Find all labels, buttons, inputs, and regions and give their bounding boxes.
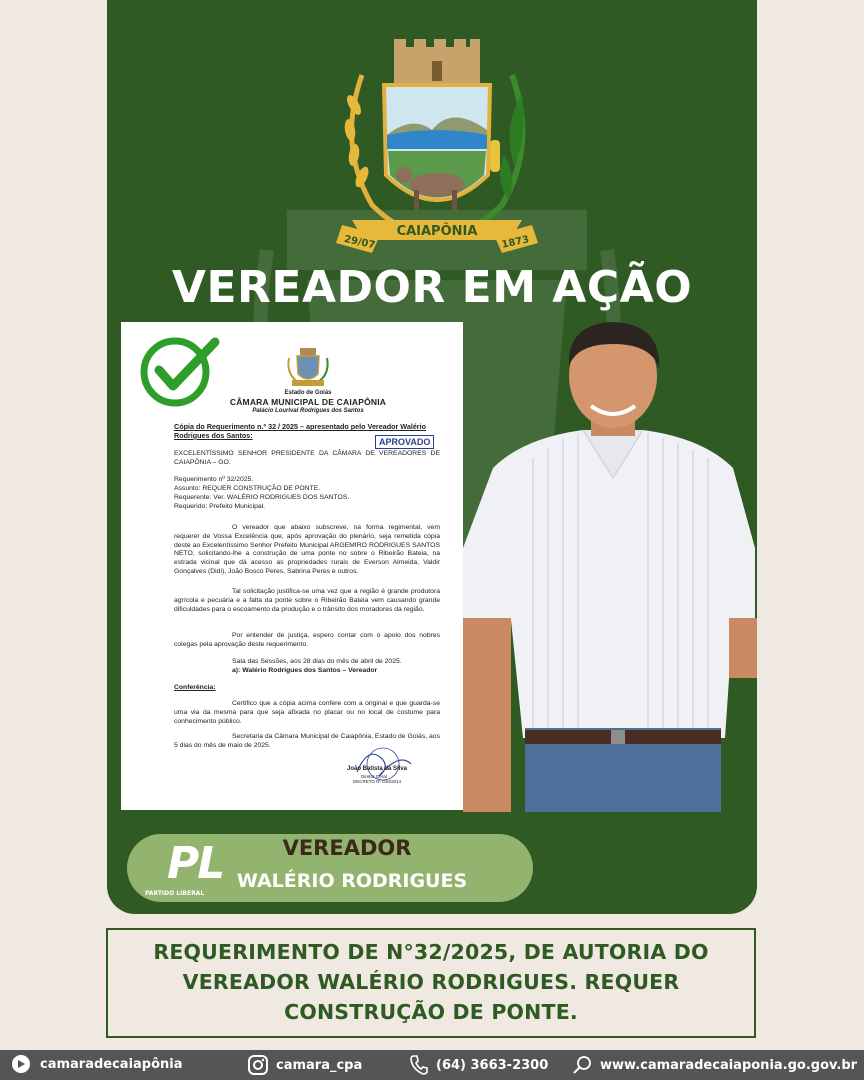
doc-meta-2: Requerente: Ver. WALÉRIO RODRIGUES DOS SANTOS. (174, 494, 350, 501)
footer-youtube-label: camaradecaiapônia (40, 1056, 183, 1072)
party-logo-subtitle: PARTIDO LIBERAL (145, 890, 205, 897)
doc-meta-0: Requerimento nº 32/2025. (174, 476, 254, 483)
footer-bar (0, 1050, 864, 1080)
headline: VEREADOR EM AÇÃO (171, 262, 693, 313)
doc-salutation: EXCELENTÍSSIMO SENHOR PRESIDENTE DA CÂMARA DE VEREADORES DE CAIAPÔNIA – GO. (174, 450, 440, 466)
councilman-nameplate (127, 834, 533, 902)
footer-phone-label: (64) 3663-2300 (436, 1057, 549, 1073)
doc-body-1: O vereador que abaixo subscreve, na forma regimental, vem requerer de Vossa Excelência que, após aprovação do plenário, seja remetida cópia deste ao Excelentíssimo Senhor Prefeito Municipal ARGEMIRO RODRIGUES SANTOS NETO, solicitando-lhe a construção de uma ponte no sobre o Ribeirão Bateia, na estrada vicinal que dá acesso as propriedades rurais de Everson Almeida, Valdir Gonçalves (Didi), João Bosco Peres, Sabrina Peres e outros. (174, 524, 440, 576)
caption-box (106, 928, 756, 1038)
municipal-crest-logo (332, 35, 542, 257)
approved-stamp: APROVADO (375, 435, 434, 449)
crest-banner-text: CAIAPÔNIA (396, 224, 478, 239)
doc-session: Sala das Sessões, aos 28 dias do mês de abril de 2025. (232, 658, 402, 665)
doc-signed: a): Walério Rodrigues dos Santos – Vereador (232, 667, 378, 674)
caption-text: REQUERIMENTO DE N°32/2025, DE AUTORIA DO VEREADOR WALÉRIO RODRIGUES. REQUER CONSTRUÇÃO DE PONTE. (153, 940, 709, 1024)
search-icon (572, 1055, 592, 1075)
phone-icon (410, 1055, 428, 1075)
doc-meta-3: Requerido: Prefeito Municipal. (174, 503, 266, 510)
footer-website[interactable] (572, 1055, 857, 1075)
doc-conf-1: Certifico que a cópia acima confere com a original e que guarda-se uma via da mesma para que seja afixada no placar ou no local de costume para conhecimento público. (174, 700, 440, 725)
doc-conf-2: Secretaria da Câmara Municipal de Caiapônia, Estado de Goiás, aos 5 dias do mês de maio de 2025. (174, 733, 440, 749)
footer-website-label: www.camaradecaiaponia.go.gov.br (600, 1057, 858, 1073)
councilman-photo (463, 318, 757, 812)
party-logo: PL (167, 838, 224, 889)
green-panel (107, 0, 757, 914)
signer-decree: DECRETO Nº 010/2014 (353, 779, 402, 784)
document-crest-icon (286, 346, 330, 388)
youtube-icon (10, 1055, 32, 1073)
footer-instagram-label: camara_cpa (276, 1057, 363, 1073)
nameplate-name: WALÉRIO RODRIGUES (236, 870, 468, 892)
footer-youtube[interactable] (10, 1055, 183, 1073)
doc-conf-title: Conferência: (174, 684, 216, 691)
doc-body-3: Por entender de justiça, espero contar com o apoio dos nobres colegas pela aprovação deste requerimento. (174, 632, 440, 648)
nameplate-role: VEREADOR (282, 836, 412, 860)
doc-meta-1: Assunto: REQUER CONSTRUÇÃO DE PONTE. (174, 485, 321, 492)
crest-date-right: 1873 (500, 234, 531, 251)
requirement-document (121, 322, 463, 810)
doc-copy-line: Cópia do Requerimento n.º 32 / 2025 – apresentado pelo Vereador Walério Rodrigues dos Santos: (174, 422, 426, 440)
doc-house: CÂMARA MUNICIPAL DE CAIAPÔNIA (229, 397, 387, 407)
footer-phone[interactable] (410, 1055, 548, 1075)
signer-role: Diretor Geral (361, 774, 387, 779)
doc-state: Estado de Goiás (284, 390, 332, 396)
footer-instagram[interactable] (248, 1055, 362, 1075)
instagram-icon (248, 1055, 268, 1075)
doc-body-2: Tal solicitação justifica-se uma vez que a região é grande produtora agrícola e pecuária e a falta da ponte sobre o Ribeirão Bateia vem causando grande dificuldades para o escoamento da produção e o trânsito dos moradores da região. (174, 588, 440, 613)
doc-palace: Palácio Lourival Rodrigues dos Santos (252, 408, 364, 414)
crest-date-left: 29/07 (342, 233, 377, 252)
signer-name: João Batista da Silva (347, 766, 408, 772)
